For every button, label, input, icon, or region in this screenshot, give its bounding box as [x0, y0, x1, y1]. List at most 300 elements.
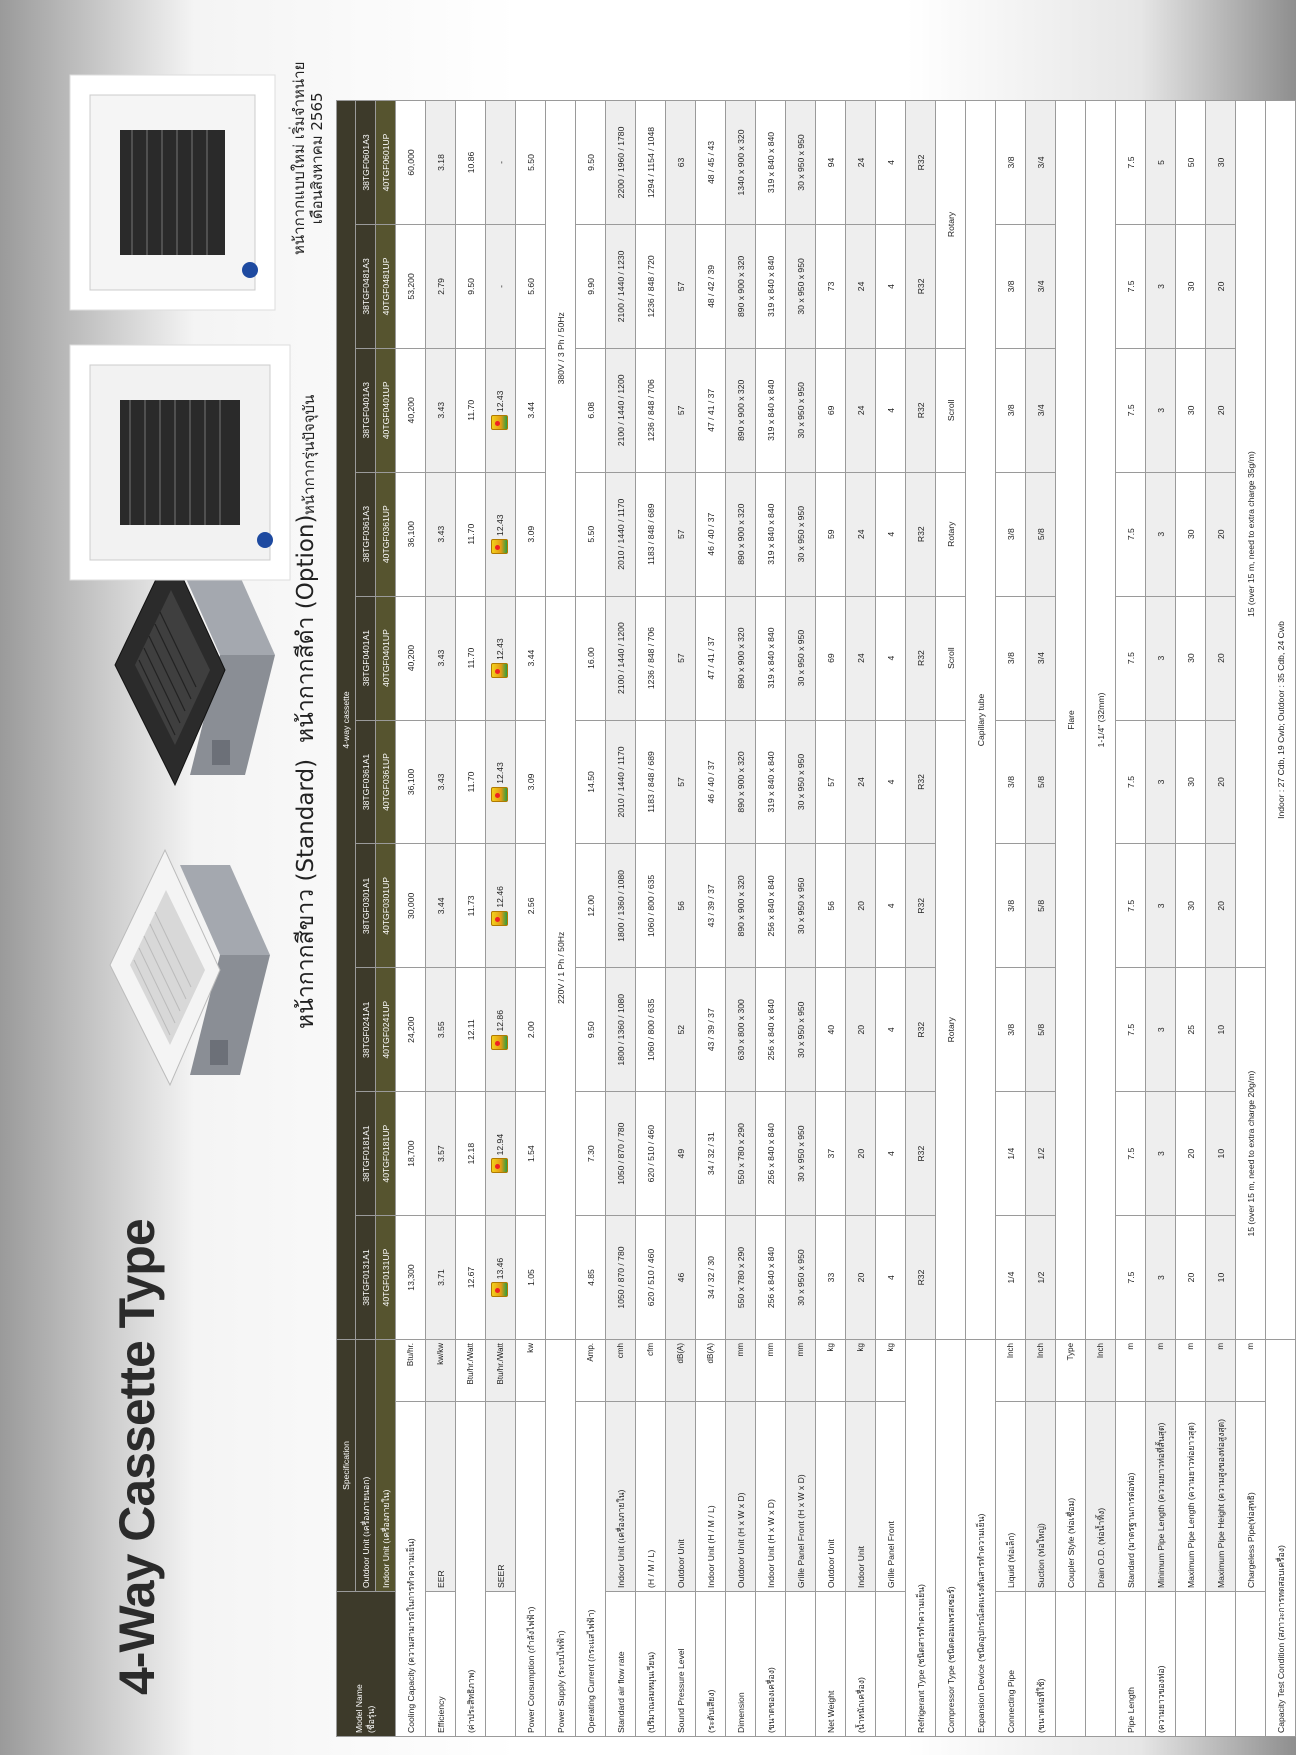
value-cell: 10 [1206, 1092, 1236, 1216]
value-cell: 1060 / 800 / 635 [636, 844, 666, 968]
spec-group-label: (ขนาดท่อที่ใช้) [1026, 1592, 1056, 1737]
spec-group-label [1056, 1592, 1086, 1737]
outdoor-model-row [356, 101, 376, 1737]
value-cell: 630 x 800 x 300 [726, 968, 756, 1092]
value-cell: 24 [846, 472, 876, 596]
value-cell: 1294 / 1154 / 1048 [636, 101, 666, 225]
value-cell: 46 [666, 1216, 696, 1340]
value-cell: 30 x 950 x 950 [786, 101, 816, 225]
table-header-row-1 [337, 101, 356, 1737]
row-wt-in [846, 101, 876, 1737]
row-seer [486, 101, 516, 1737]
chargeless-pipe-value-b: 15 (over 15 m, need to extra charge 35g/m) [1236, 101, 1266, 968]
value-cell: 7.5 [1116, 596, 1146, 720]
value-cell: 2.00 [516, 968, 546, 1092]
value-cell: 20 [1206, 348, 1236, 472]
value-cell: 3/8 [996, 224, 1026, 348]
spec-sub-label: Outdoor Unit (H x W x D) [726, 1402, 756, 1592]
unit-label: cfm [636, 1339, 666, 1401]
seer-value [491, 391, 508, 431]
row-airflow-cfm [636, 101, 666, 1737]
value-cell: 4 [876, 348, 906, 472]
unit-label: Inch [1086, 1339, 1116, 1401]
indoor-model-cell: 40TGF0401UP [376, 596, 396, 720]
value-cell: 3/4 [1026, 596, 1056, 720]
value-cell: 3.43 [426, 720, 456, 844]
value-cell: 3 [1146, 1216, 1176, 1340]
indoor-model-row [376, 101, 396, 1737]
value-cell: 57 [666, 596, 696, 720]
value-cell: 3 [1146, 844, 1176, 968]
value-cell: 890 x 900 x 320 [726, 472, 756, 596]
row-chargeless [1236, 101, 1266, 1737]
value-cell: 7.5 [1116, 968, 1146, 1092]
seer-value [491, 514, 508, 554]
spec-sub-label: Minimum Pipe Length (ความยาวท่อที่สั้นสุด) [1146, 1402, 1176, 1592]
value-cell: 7.5 [1116, 472, 1146, 596]
seer-number: 12.43 [494, 390, 505, 413]
spec-group-label: Standard air flow rate [606, 1592, 636, 1737]
value-cell: 319 x 840 x 840 [756, 101, 786, 225]
value-cell: 69 [816, 348, 846, 472]
value-cell: 1060 / 800 / 635 [636, 968, 666, 1092]
value-cell: 24 [846, 596, 876, 720]
indoor-model-cell: 40TGF0301UP [376, 844, 396, 968]
indoor-model-cell: 40TGF0241UP [376, 968, 396, 1092]
value-cell: 20 [846, 844, 876, 968]
value-cell: 56 [816, 844, 846, 968]
value-cell: 1050 / 870 / 780 [606, 1216, 636, 1340]
spec-sub-label: Indoor Unit (H / M / L) [696, 1402, 726, 1592]
row-eer [426, 101, 456, 1737]
value-cell: 5/8 [1026, 968, 1056, 1092]
row-wt-grille [876, 101, 906, 1737]
unit-label: mm [786, 1339, 816, 1401]
row-power [516, 101, 546, 1737]
spec-group-label: (ปริมาณลมหมุนเวียน) [636, 1592, 666, 1737]
indoor-model-cell: 40TGF0401UP [376, 348, 396, 472]
value-cell: 7.5 [1116, 224, 1146, 348]
spec-group-label: Refrigerant Type (ชนิดสารทำความเย็น) [906, 1339, 936, 1736]
spec-sub-label: SEER [486, 1402, 516, 1592]
spec-sub-label: Standard (มาตรฐานการต่อท่อ) [1116, 1402, 1146, 1592]
value-cell: 5.50 [516, 101, 546, 225]
value-cell: 40,200 [396, 596, 426, 720]
spec-sub-label: Outdoor Unit [666, 1402, 696, 1592]
value-cell: 63 [666, 101, 696, 225]
value-cell: 3/4 [1026, 101, 1056, 225]
value-cell: 30 x 950 x 950 [786, 968, 816, 1092]
value-cell: 30 x 950 x 950 [786, 1216, 816, 1340]
value-cell: 319 x 840 x 840 [756, 596, 786, 720]
value-cell: 3.09 [516, 720, 546, 844]
row-pipe-min [1146, 101, 1176, 1737]
indoor-model-cell: 40TGF0361UP [376, 720, 396, 844]
row-eer2 [456, 101, 486, 1737]
unit-label: dB(A) [666, 1339, 696, 1401]
unit-label: Btu/hr./Watt [456, 1339, 486, 1401]
value-cell: 11.70 [456, 596, 486, 720]
value-cell: 2010 / 1440 / 1170 [606, 720, 636, 844]
row-wt-out [816, 101, 846, 1737]
unit-label: Inch [996, 1339, 1026, 1401]
value-cell: 1800 / 1360 / 1080 [606, 968, 636, 1092]
row-compressor [936, 101, 966, 1737]
value-cell: 3.09 [516, 472, 546, 596]
value-cell: 2100 / 1440 / 1230 [606, 224, 636, 348]
value-cell: 34 / 32 / 30 [696, 1216, 726, 1340]
energy-label-icon [491, 787, 508, 802]
value-cell: 30 x 950 x 950 [786, 844, 816, 968]
unit-label: cmh [606, 1339, 636, 1401]
value-cell: 47 / 41 / 37 [696, 596, 726, 720]
value-cell: 36,100 [396, 720, 426, 844]
value-cell: 4.85 [576, 1216, 606, 1340]
spec-sub-label: Maximum Pipe Height (ความสูงของท่อสูงสุด) [1206, 1402, 1236, 1592]
value-cell: 2200 / 1960 / 1780 [606, 101, 636, 225]
energy-label-icon [491, 663, 508, 678]
indoor-model-cell: 40TGF0181UP [376, 1092, 396, 1216]
value-cell: - [486, 101, 516, 225]
seer-value [491, 1010, 508, 1050]
value-cell: 256 x 840 x 840 [756, 844, 786, 968]
expansion-device-value: Capillary tube [966, 101, 996, 1340]
spec-group-label [486, 1592, 516, 1737]
value-cell: 7.5 [1116, 348, 1146, 472]
seer-value [491, 886, 508, 926]
value-cell: 10 [1206, 968, 1236, 1092]
row-pipe-max [1176, 101, 1206, 1737]
outdoor-model-cell: 38TGF0301A1 [356, 844, 376, 968]
seer-value-cell [486, 348, 516, 472]
value-cell: 256 x 840 x 840 [756, 1216, 786, 1340]
value-cell: 1/2 [1026, 1092, 1056, 1216]
power-supply-single-phase: 220V / 1 Ph / 50Hz [546, 596, 576, 1339]
unit-label: mm [756, 1339, 786, 1401]
value-cell: 3.43 [426, 596, 456, 720]
value-cell: 256 x 840 x 840 [756, 968, 786, 1092]
unit-label: kw [516, 1339, 546, 1401]
value-cell: 1340 x 900 x 320 [726, 101, 756, 225]
spec-sub-label: Chargeless Pipe(ท่อสุทธิ) [1236, 1402, 1266, 1592]
value-cell: 319 x 840 x 840 [756, 472, 786, 596]
outdoor-model-cell: 38TGF0601A3 [356, 101, 376, 225]
unit-label: Inch [1026, 1339, 1056, 1401]
value-cell: 256 x 840 x 840 [756, 1092, 786, 1216]
model-name-label: Model Name [354, 1684, 364, 1733]
value-cell: 3/4 [1026, 348, 1056, 472]
seer-number: 12.94 [494, 1133, 505, 1156]
value-cell: 43 / 39 / 37 [696, 968, 726, 1092]
value-cell: 3.71 [426, 1216, 456, 1340]
value-cell: 620 / 510 / 460 [636, 1092, 666, 1216]
value-cell: 30,000 [396, 844, 426, 968]
value-cell: R32 [906, 844, 936, 968]
spec-group-label: Operating Current (กระแสไฟฟ้า) [576, 1402, 606, 1737]
value-cell: 7.5 [1116, 720, 1146, 844]
drain-od-value: 1-1/4" (32mm) [1086, 101, 1116, 1340]
row-sound-in [696, 101, 726, 1737]
spec-group-label: Dimension [726, 1592, 756, 1737]
value-cell: 25 [1176, 968, 1206, 1092]
spec-group-label: Efficiency [426, 1592, 456, 1737]
value-cell: 20 [1176, 1092, 1206, 1216]
value-cell: 3 [1146, 968, 1176, 1092]
seer-value-cell [486, 596, 516, 720]
value-cell: 53,200 [396, 224, 426, 348]
value-cell: 3.44 [516, 596, 546, 720]
value-cell: 30 x 950 x 950 [786, 224, 816, 348]
value-cell: 16.00 [576, 596, 606, 720]
energy-label-icon [491, 415, 508, 430]
unit-label: kg [816, 1339, 846, 1401]
value-cell: 620 / 510 / 460 [636, 1216, 666, 1340]
outdoor-model-cell: 38TGF0241A1 [356, 968, 376, 1092]
seer-number: 12.43 [494, 638, 505, 660]
value-cell: 33 [816, 1216, 846, 1340]
value-cell: 57 [666, 224, 696, 348]
value-cell: 94 [816, 101, 846, 225]
value-cell: 20 [1206, 472, 1236, 596]
black-panel-caption: หน้ากากสีดำ (Option) [293, 514, 319, 743]
value-cell: 2100 / 1440 / 1200 [606, 348, 636, 472]
value-cell: 30 x 950 x 950 [786, 720, 816, 844]
energy-label-icon [491, 1282, 508, 1297]
value-cell: 7.5 [1116, 101, 1146, 225]
row-liquid [996, 101, 1026, 1737]
value-cell: 4 [876, 720, 906, 844]
row-pipe-height [1206, 101, 1236, 1737]
row-refrig [906, 101, 936, 1737]
value-cell: 890 x 900 x 320 [726, 844, 756, 968]
value-cell: 3.55 [426, 968, 456, 1092]
value-cell: 30 x 950 x 950 [786, 1092, 816, 1216]
outdoor-model-cell: 38TGF0481A3 [356, 224, 376, 348]
value-cell: 11.70 [456, 720, 486, 844]
specification-header: Specification [337, 1339, 356, 1591]
spec-sub-label: Indoor Unit [846, 1402, 876, 1592]
value-cell: 3 [1146, 224, 1176, 348]
spec-sub-label: Drain O.D. (ท่อน้ำทิ้ง) [1086, 1402, 1116, 1592]
spec-group-label: Power Supply (ระบบไฟฟ้า) [546, 1339, 576, 1736]
value-cell: 24 [846, 348, 876, 472]
value-cell: 3 [1146, 1092, 1176, 1216]
value-cell: 3.43 [426, 348, 456, 472]
value-cell: 2.56 [516, 844, 546, 968]
new-panel-caption-line1: หน้ากากแบบใหม่ เริ่มจำหน่าย [290, 61, 308, 255]
value-cell: 30 [1176, 348, 1206, 472]
value-cell: 5.60 [516, 224, 546, 348]
unit-label: Btu/hr./Watt [486, 1339, 516, 1401]
value-cell: 24 [846, 720, 876, 844]
value-cell: 12.11 [456, 968, 486, 1092]
value-cell: 1236 / 848 / 706 [636, 596, 666, 720]
seer-value-cell [486, 472, 516, 596]
seer-value-cell [486, 968, 516, 1092]
value-cell: 49 [666, 1092, 696, 1216]
spec-group-label [786, 1592, 816, 1737]
group-header: 4-way cassette [337, 101, 356, 1340]
value-cell: 12.67 [456, 1216, 486, 1340]
value-cell: 1183 / 848 / 689 [636, 472, 666, 596]
value-cell: 30 x 950 x 950 [786, 472, 816, 596]
value-cell: 3/8 [996, 348, 1026, 472]
value-cell: 50 [1176, 101, 1206, 225]
row-pipe-std [1116, 101, 1146, 1737]
unit-label: kg [846, 1339, 876, 1401]
new-panel-caption [290, 62, 326, 255]
value-cell: 46 / 40 / 37 [696, 472, 726, 596]
row-test [1266, 101, 1296, 1737]
value-cell: 30 [1176, 720, 1206, 844]
value-cell: 57 [666, 472, 696, 596]
spec-sub-label: Suction (ท่อใหญ่) [1026, 1402, 1056, 1592]
white-panel-caption: หน้ากากสีขาว (Standard) [293, 758, 319, 1029]
value-cell: 5 [1146, 101, 1176, 225]
seer-number: 12.43 [494, 762, 505, 784]
value-cell: R32 [906, 348, 936, 472]
seer-value-cell [486, 844, 516, 968]
value-cell: 12.00 [576, 844, 606, 968]
outdoor-unit-label: Outdoor Unit (เครื่องภายนอก) [356, 1339, 376, 1591]
row-sound-out [666, 101, 696, 1737]
outdoor-model-cell: 38TGF0401A3 [356, 348, 376, 472]
outdoor-model-cell: 38TGF0361A3 [356, 472, 376, 596]
seer-value [491, 762, 508, 802]
row-current [576, 101, 606, 1737]
value-cell: 11.73 [456, 844, 486, 968]
value-cell: 5/8 [1026, 844, 1056, 968]
row-cooling [396, 101, 426, 1737]
white-cassette-image [70, 845, 275, 1095]
spec-group-label [1086, 1592, 1116, 1737]
value-cell: 20 [1206, 844, 1236, 968]
value-cell: 20 [846, 1216, 876, 1340]
value-cell: 9.90 [576, 224, 606, 348]
value-cell: 3 [1146, 348, 1176, 472]
seer-value [491, 638, 508, 678]
value-cell: 59 [816, 472, 846, 596]
spec-group-label: (ขนาดของเครื่อง) [756, 1592, 786, 1737]
unit-label: m [1206, 1339, 1236, 1401]
value-cell: 319 x 840 x 840 [756, 348, 786, 472]
spec-sub-label: EER [426, 1402, 456, 1592]
energy-label-icon [491, 1035, 508, 1050]
value-cell: 7.30 [576, 1092, 606, 1216]
value-cell: 3/8 [996, 968, 1026, 1092]
value-cell: 10.86 [456, 101, 486, 225]
value-cell: 10 [1206, 1216, 1236, 1340]
indoor-unit-label: Indoor Unit (เครื่องภายใน) [376, 1339, 396, 1591]
spec-sub-label: Indoor Unit (H x W x D) [756, 1402, 786, 1592]
page-title: 4-Way Cassette Type [109, 1219, 165, 1695]
value-cell: 20 [1206, 596, 1236, 720]
specification-body [396, 101, 1296, 1737]
unit-label: dB(A) [696, 1339, 726, 1401]
value-cell: R32 [906, 720, 936, 844]
value-cell: 20 [846, 1092, 876, 1216]
indoor-model-cell: 40TGF0481UP [376, 224, 396, 348]
value-cell: 24,200 [396, 968, 426, 1092]
value-cell: 1236 / 848 / 706 [636, 348, 666, 472]
seer-number: 12.43 [494, 514, 505, 536]
value-cell: 4 [876, 596, 906, 720]
value-cell: 319 x 840 x 840 [756, 224, 786, 348]
spec-group-label: Power Consumption (กำลังไฟฟ้า) [516, 1402, 546, 1737]
value-cell: 9.50 [456, 224, 486, 348]
seer-number: 13.46 [494, 1257, 505, 1280]
value-cell: 5/8 [1026, 720, 1056, 844]
value-cell: 319 x 840 x 840 [756, 720, 786, 844]
seer-value-cell [486, 1216, 516, 1340]
row-supply [546, 101, 576, 1737]
value-cell: 4 [876, 101, 906, 225]
indoor-model-cell: 40TGF0131UP [376, 1216, 396, 1340]
compressor-scroll: Scroll [936, 596, 966, 720]
value-cell: 48 / 42 / 39 [696, 224, 726, 348]
spec-group-label: Pipe Length [1116, 1592, 1146, 1737]
spec-sub-label: Indoor Unit (เครื่องภายใน) [606, 1402, 636, 1592]
value-cell: 18,700 [396, 1092, 426, 1216]
value-cell: 12.18 [456, 1092, 486, 1216]
spec-group-label: Capacity Test Condition (สภาวะการทดสอบเครื่อง) [1266, 1339, 1296, 1736]
value-cell: 7.5 [1116, 844, 1146, 968]
value-cell: 40 [816, 968, 846, 1092]
value-cell: 3/8 [996, 596, 1026, 720]
unit-label: m [1236, 1339, 1266, 1401]
indoor-model-cell: 40TGF0601UP [376, 101, 396, 225]
value-cell: 5.50 [576, 472, 606, 596]
value-cell: 550 x 780 x 290 [726, 1092, 756, 1216]
value-cell: 47 / 41 / 37 [696, 348, 726, 472]
value-cell: 1800 / 1360 / 1080 [606, 844, 636, 968]
chargeless-pipe-value-a: 15 (over 15 m, need to extra charge 20g/m) [1236, 968, 1266, 1340]
value-cell: 24 [846, 224, 876, 348]
spec-sub-label: Maximum Pipe Length (ความยาวท่อยาวสุด) [1176, 1402, 1206, 1592]
value-cell: 1236 / 848 / 720 [636, 224, 666, 348]
value-cell: 30 x 950 x 950 [786, 348, 816, 472]
value-cell: 890 x 900 x 320 [726, 348, 756, 472]
value-cell: 3.44 [516, 348, 546, 472]
value-cell: 1/4 [996, 1092, 1026, 1216]
value-cell: 46 / 40 / 37 [696, 720, 726, 844]
energy-label-icon [491, 911, 508, 926]
value-cell: 6.08 [576, 348, 606, 472]
value-cell: 30 [1176, 596, 1206, 720]
spec-group-label: (ระดับเสียง) [696, 1592, 726, 1737]
value-cell: 2.79 [426, 224, 456, 348]
current-panel-caption: หน้ากากรุ่นปัจจุบัน [300, 394, 318, 515]
seer-number: 12.86 [494, 1010, 505, 1032]
value-cell: 57 [816, 720, 846, 844]
value-cell: 5/8 [1026, 472, 1056, 596]
value-cell: 3.57 [426, 1092, 456, 1216]
value-cell: 3/8 [996, 720, 1026, 844]
current-panel-image [70, 345, 290, 580]
spec-group-label [876, 1592, 906, 1737]
outdoor-model-cell: 38TGF0401A1 [356, 596, 376, 720]
value-cell: 40,200 [396, 348, 426, 472]
value-cell: 1.05 [516, 1216, 546, 1340]
spec-sub-label: Coupler Style (ท่อเชื่อม) [1056, 1402, 1086, 1592]
value-cell: 3 [1146, 720, 1176, 844]
row-expansion [966, 101, 996, 1737]
value-cell: 4 [876, 224, 906, 348]
spec-sub-label: Grille Panel Front (H x W x D) [786, 1402, 816, 1592]
value-cell: R32 [906, 101, 936, 225]
value-cell: 37 [816, 1092, 846, 1216]
value-cell: 73 [816, 224, 846, 348]
